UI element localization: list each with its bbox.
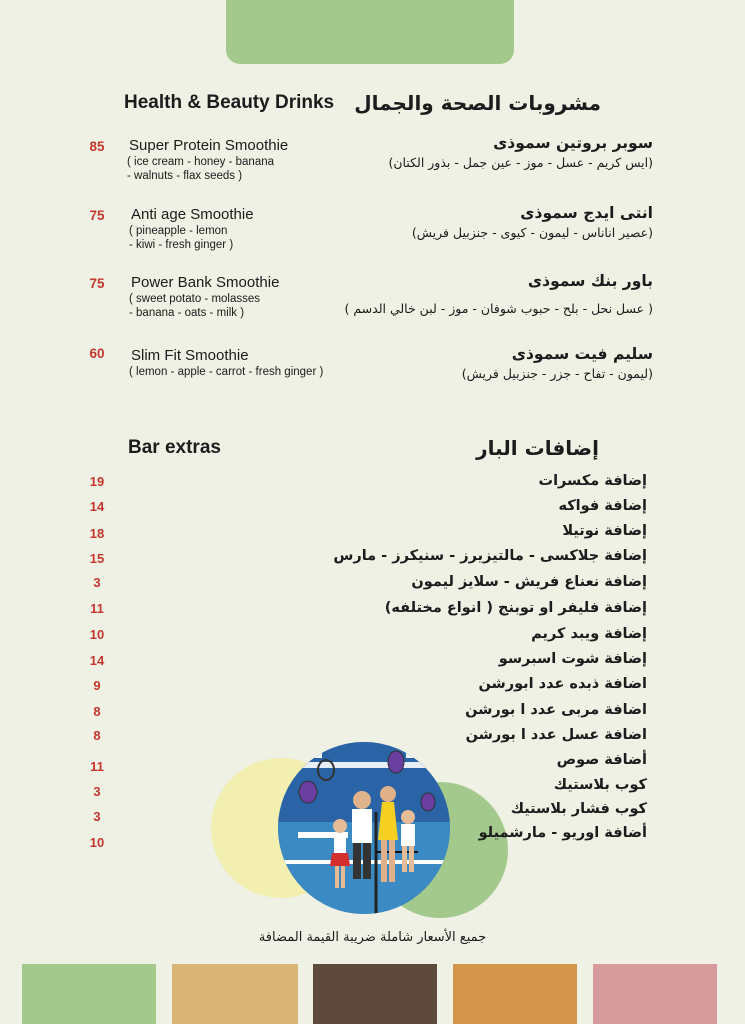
item-name-en: Slim Fit Smoothie xyxy=(131,347,249,364)
extra-price: 18 xyxy=(89,526,105,541)
item-name-en: Power Bank Smoothie xyxy=(131,274,280,291)
color-swatch-brown xyxy=(313,964,437,1024)
extra-price: 11 xyxy=(90,759,104,774)
menu-item-ar xyxy=(344,270,653,318)
extra-price: 14 xyxy=(89,499,105,514)
item-desc-ar: (ليمون - تفاح - جزر - جنزبيل فريش) xyxy=(461,366,653,381)
vat-note: جميع الأسعار شاملة ضريبة القيمة المضافة xyxy=(258,930,487,945)
item-desc-en: ( lemon - apple - carrot - fresh ginger ) xyxy=(129,366,324,378)
extra-name: اضافة عسل عدد ا بورشن xyxy=(465,727,647,743)
item-name-ar: سوبر بروتين سموذى xyxy=(493,134,653,152)
item-desc-en: - kiwi - fresh ginger ) xyxy=(129,239,234,251)
item-desc-en: - banana - oats - milk ) xyxy=(129,307,245,319)
extras-title-ar: إضافات البار xyxy=(476,436,599,460)
extra-name: إضافة جلاكسى - مالتيزيرز - سنيكرز - مارس xyxy=(333,548,647,564)
extra-name: كوب فشار بلاستيك xyxy=(510,801,647,817)
extra-price: 10 xyxy=(89,627,105,642)
extra-price: 9 xyxy=(93,678,101,693)
extra-name: اضافة ذبده عدد ابورشن xyxy=(478,676,647,692)
extra-price: 10 xyxy=(89,835,105,850)
extra-price: 19 xyxy=(89,474,105,489)
menu-item-ar xyxy=(412,202,653,242)
color-swatch-sand xyxy=(172,964,298,1024)
extra-name: إضافة نوتيلا xyxy=(562,523,647,539)
extra-price: 11 xyxy=(90,601,104,616)
extra-price: 3 xyxy=(93,575,101,590)
extra-name: أضافة صوص xyxy=(556,752,647,768)
extra-name: اضافة مربى عدد ا بورشن xyxy=(465,702,647,718)
extra-name: إضافة فليفر او توبنج ( انواع مختلفه) xyxy=(384,600,647,616)
menu-item-en xyxy=(129,137,288,183)
item-name-ar: باور بنك سموذى xyxy=(527,272,653,290)
item-name-ar: سليم فيت سموذى xyxy=(511,345,653,363)
item-name-en: Super Protein Smoothie xyxy=(129,137,289,154)
extra-price: 8 xyxy=(93,704,101,719)
tennis-family-illustration xyxy=(278,742,450,914)
extra-name: إضافة ويبد كريم xyxy=(531,626,647,642)
extra-price: 3 xyxy=(93,809,101,824)
menu-item-en xyxy=(131,347,323,379)
item-desc-en: ( ice cream - honey - banana xyxy=(127,156,275,168)
menu-item-en xyxy=(131,274,279,320)
extra-name: كوب بلاستيك xyxy=(553,777,647,793)
item-name-en: Anti age Smoothie xyxy=(131,206,254,223)
color-swatch-orange xyxy=(453,964,577,1024)
item-price: 60 xyxy=(89,346,105,361)
color-swatch-pink xyxy=(593,964,717,1024)
extra-price: 8 xyxy=(93,728,101,743)
item-name-ar: انتى ايدج سموذى xyxy=(520,204,653,222)
extra-price: 15 xyxy=(89,551,105,566)
item-desc-ar: (عصير اناناس - ليمون - كيوى - جنزبيل فريش) xyxy=(411,225,653,240)
menu-item-ar xyxy=(388,132,653,172)
extra-name: إضافة شوت اسبرسو xyxy=(498,651,647,667)
color-swatch-green xyxy=(22,964,156,1024)
item-price: 85 xyxy=(89,139,105,154)
extra-name: إضافة فواكه xyxy=(558,498,647,514)
extra-name: إضافة مكسرات xyxy=(538,473,647,489)
top-tab-decoration xyxy=(226,0,514,64)
extra-price: 3 xyxy=(93,784,101,799)
item-desc-ar: (ايس كريم - عسل - موز - عين جمل - بذور الكتان) xyxy=(388,155,653,170)
extra-name: أضافة اوريو - مارشميلو xyxy=(478,825,647,841)
item-desc-en: ( sweet potato - molasses xyxy=(129,293,261,305)
menu-item-ar xyxy=(462,343,653,383)
extra-price: 14 xyxy=(89,653,105,668)
item-desc-ar: ( عسل نحل - بلح - حبوب شوفان - موز - لبن خالي الدسم ) xyxy=(344,301,653,316)
extras-title-en: Bar extras xyxy=(128,437,221,458)
item-price: 75 xyxy=(89,208,105,223)
item-price: 75 xyxy=(89,276,105,291)
family-photo xyxy=(278,742,450,914)
item-desc-en: - walnuts - flax seeds ) xyxy=(127,170,243,182)
extra-name: إضافة نعناع فريش - سلايز ليمون xyxy=(411,574,647,590)
item-desc-en: ( pineapple - lemon xyxy=(129,225,228,237)
section-title-ar: مشروبات الصحة والجمال xyxy=(354,91,601,115)
section-title-en: Health & Beauty Drinks xyxy=(124,92,335,113)
menu-item-en xyxy=(131,206,254,252)
